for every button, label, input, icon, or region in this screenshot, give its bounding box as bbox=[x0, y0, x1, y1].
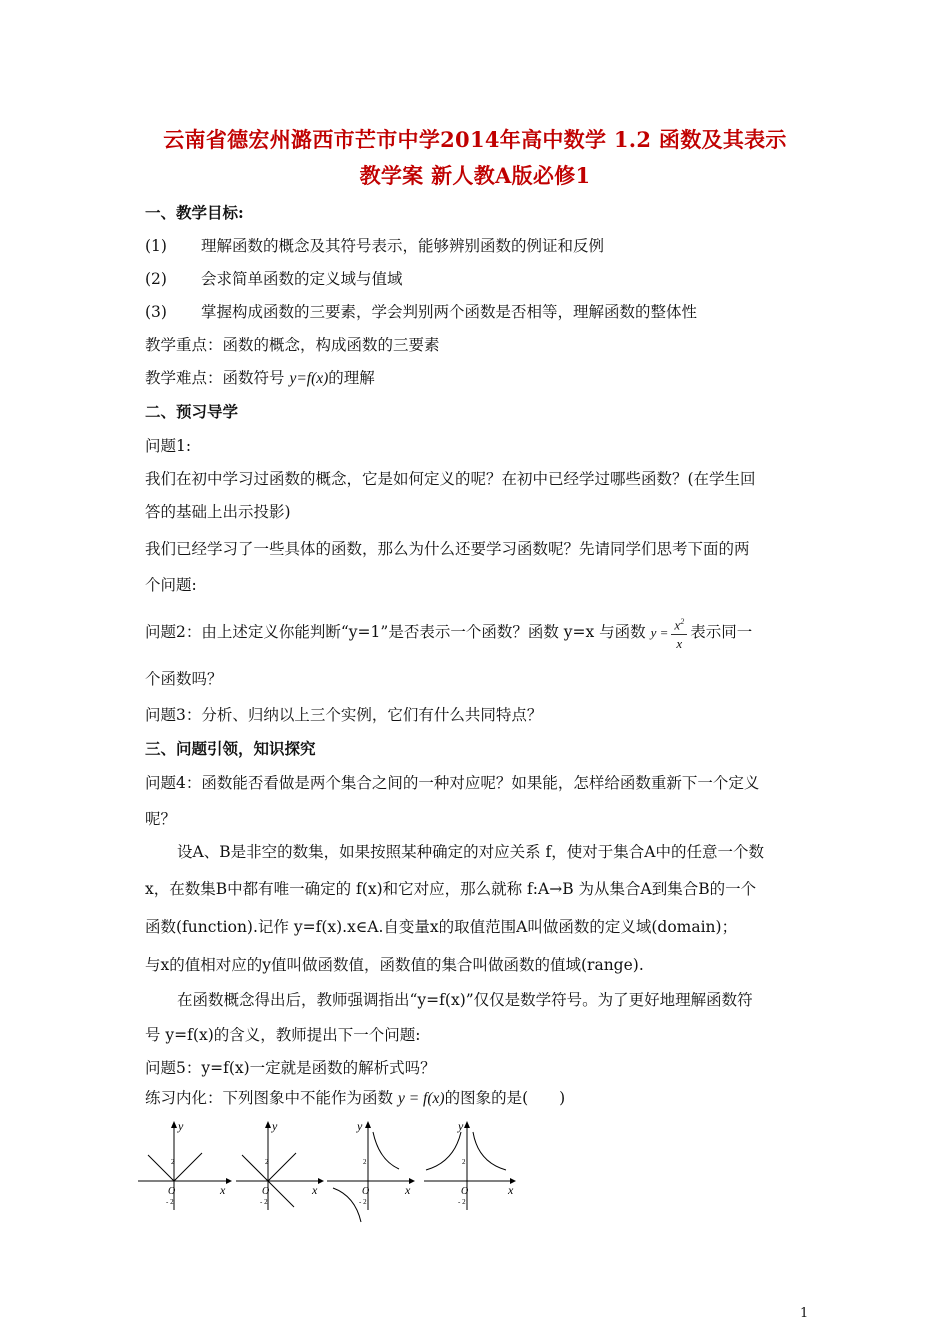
y-label: y bbox=[458, 1119, 464, 1133]
x-label: x bbox=[220, 1183, 226, 1197]
question-2-line2: 个函数吗？ bbox=[145, 670, 223, 688]
teacher-note-line2: 号 y=f(x)的含义，教师提出下一个问题: bbox=[145, 1026, 421, 1044]
tick-neg: - 2 bbox=[359, 1198, 367, 1206]
teaching-key-point: 教学重点：函数的概念，构成函数的三要素 bbox=[145, 336, 440, 354]
section-1-heading: 一、教学目标: bbox=[145, 203, 244, 222]
objective-item-number: (2) bbox=[145, 270, 167, 288]
difficulty-prefix: 教学难点：函数符号 bbox=[145, 369, 290, 387]
curve-quadrant-3 bbox=[333, 1188, 361, 1222]
y-label: y bbox=[178, 1119, 184, 1133]
difficulty-suffix: 的理解 bbox=[328, 369, 375, 387]
y-label: y bbox=[357, 1119, 363, 1133]
curve-right-down bbox=[268, 1181, 294, 1207]
objective-item-text: 会求简单函数的定义域与值域 bbox=[201, 270, 403, 288]
teaching-difficulty bbox=[145, 368, 375, 389]
y-axis-arrow-icon bbox=[171, 1121, 177, 1128]
x-axis-arrow-icon bbox=[226, 1178, 232, 1184]
objective-item-2 bbox=[145, 269, 403, 289]
y-axis-arrow-icon bbox=[365, 1121, 371, 1128]
question-2-prefix: 问题2：由上述定义你能判断“y=1”是否表示一个函数？函数 y=x 与函数 bbox=[145, 623, 646, 642]
question-1-line2: 答的基础上出示投影) bbox=[145, 503, 291, 521]
definition-line3: 函数(function).记作 y=f(x).x∈A.自变量x的取值范围A叫做函数的定义域(domain)； bbox=[145, 918, 738, 936]
tick-neg: - 2 bbox=[260, 1198, 268, 1206]
fraction-lhs: y = bbox=[650, 625, 669, 641]
question-1b-line2: 个问题: bbox=[145, 576, 197, 594]
curve-left bbox=[426, 1132, 461, 1170]
fraction-denominator: x bbox=[676, 636, 683, 652]
teacher-note-line1: 在函数概念得出后，教师强调指出“y=f(x)”仅仅是数学符号。为了更好地理解函数符 bbox=[177, 991, 753, 1009]
tick-pos: 2 bbox=[171, 1158, 175, 1166]
tick-pos: 2 bbox=[462, 1158, 466, 1166]
practice-function-notation: y = f(x) bbox=[397, 1090, 445, 1107]
question-2-line1 bbox=[145, 613, 752, 653]
tick-neg: - 2 bbox=[166, 1198, 174, 1206]
question-1-label: 问题1: bbox=[145, 437, 192, 455]
document-title-line2: 教学案 新人教A版必修1 bbox=[359, 163, 591, 188]
objective-item-3 bbox=[145, 302, 697, 322]
y-label: y bbox=[272, 1119, 278, 1133]
practice-prompt bbox=[145, 1088, 565, 1109]
graph-option-4 bbox=[424, 1118, 524, 1213]
question-4-line2: 呢？ bbox=[145, 810, 177, 828]
question-2-suffix: 表示同一 bbox=[690, 623, 753, 642]
objective-item-number: (3) bbox=[145, 303, 167, 321]
origin-label: O bbox=[461, 1186, 469, 1197]
objective-item-text: 理解函数的概念及其符号表示，能够辨别函数的例证和反例 bbox=[201, 237, 605, 255]
curve-right-up bbox=[268, 1153, 296, 1181]
objective-item-text: 掌握构成函数的三要素，学会判别两个函数是否相等，理解函数的整体性 bbox=[201, 303, 698, 321]
origin-label: O bbox=[362, 1186, 370, 1197]
tick-pos: 2 bbox=[363, 1158, 367, 1166]
x-axis-arrow-icon bbox=[318, 1178, 324, 1184]
graph-option-2 bbox=[236, 1118, 336, 1213]
origin-label: O bbox=[168, 1186, 176, 1197]
page-number: 1 bbox=[800, 1306, 809, 1321]
function-notation: y=f(x) bbox=[289, 370, 329, 387]
graph-option-3 bbox=[327, 1118, 427, 1213]
practice-prefix: 练习内化：下列图象中不能作为函数 bbox=[145, 1089, 394, 1107]
graph-option-1 bbox=[138, 1118, 238, 1213]
tick-neg: - 2 bbox=[458, 1198, 466, 1206]
curve-quadrant-1 bbox=[373, 1132, 399, 1169]
curve-right bbox=[174, 1153, 202, 1181]
section-3-heading: 三、问题引领，知识探究 bbox=[145, 739, 316, 758]
x-label: x bbox=[508, 1183, 514, 1197]
practice-suffix: 的图象的是( ) bbox=[444, 1089, 566, 1107]
fraction-x2-over-x bbox=[671, 613, 687, 653]
document-title-line1: 云南省德宏州潞西市芒市中学2014年高中数学 1.2 函数及其表示 bbox=[163, 127, 787, 152]
x-label: x bbox=[312, 1183, 318, 1197]
y-axis-arrow-icon bbox=[464, 1121, 470, 1128]
definition-line1: 设A、B是非空的数集，如果按照某种确定的对应关系 f，使对于集合A中的任意一个数 bbox=[177, 843, 764, 861]
section-2-heading: 二、预习导学 bbox=[145, 402, 239, 421]
origin-label: O bbox=[262, 1186, 270, 1197]
objective-item-1 bbox=[145, 236, 604, 256]
question-1b-line1: 我们已经学习了一些具体的函数，那么为什么还要学习函数呢？先请同学们思考下面的两 bbox=[145, 540, 750, 558]
definition-line2: x，在数集B中都有唯一确定的 f(x)和它对应，那么就称 f:A→B 为从集合A到集合B的一个 bbox=[145, 880, 757, 898]
question-3: 问题3：分析、归纳以上三个实例，它们有什么共同特点？ bbox=[145, 706, 543, 724]
question-4-line1: 问题4：函数能否看做是两个集合之间的一种对应呢？如果能，怎样给函数重新下一个定义 bbox=[145, 774, 760, 792]
tick-pos: 2 bbox=[265, 1158, 269, 1166]
fraction-numerator: $x^2$ bbox=[671, 613, 687, 635]
y-axis-arrow-icon bbox=[265, 1121, 271, 1128]
x-label: x bbox=[405, 1183, 411, 1197]
objective-item-number: (1) bbox=[145, 237, 167, 255]
question-5: 问题5：y=f(x)一定就是函数的解析式吗？ bbox=[145, 1059, 436, 1077]
question-1-line1: 我们在初中学习过函数的概念，它是如何定义的呢？在初中已经学过哪些函数？(在学生回 bbox=[145, 470, 756, 488]
definition-line4: 与x的值相对应的y值叫做函数值，函数值的集合叫做函数的值域(range). bbox=[145, 956, 644, 974]
curve-right bbox=[473, 1132, 506, 1170]
